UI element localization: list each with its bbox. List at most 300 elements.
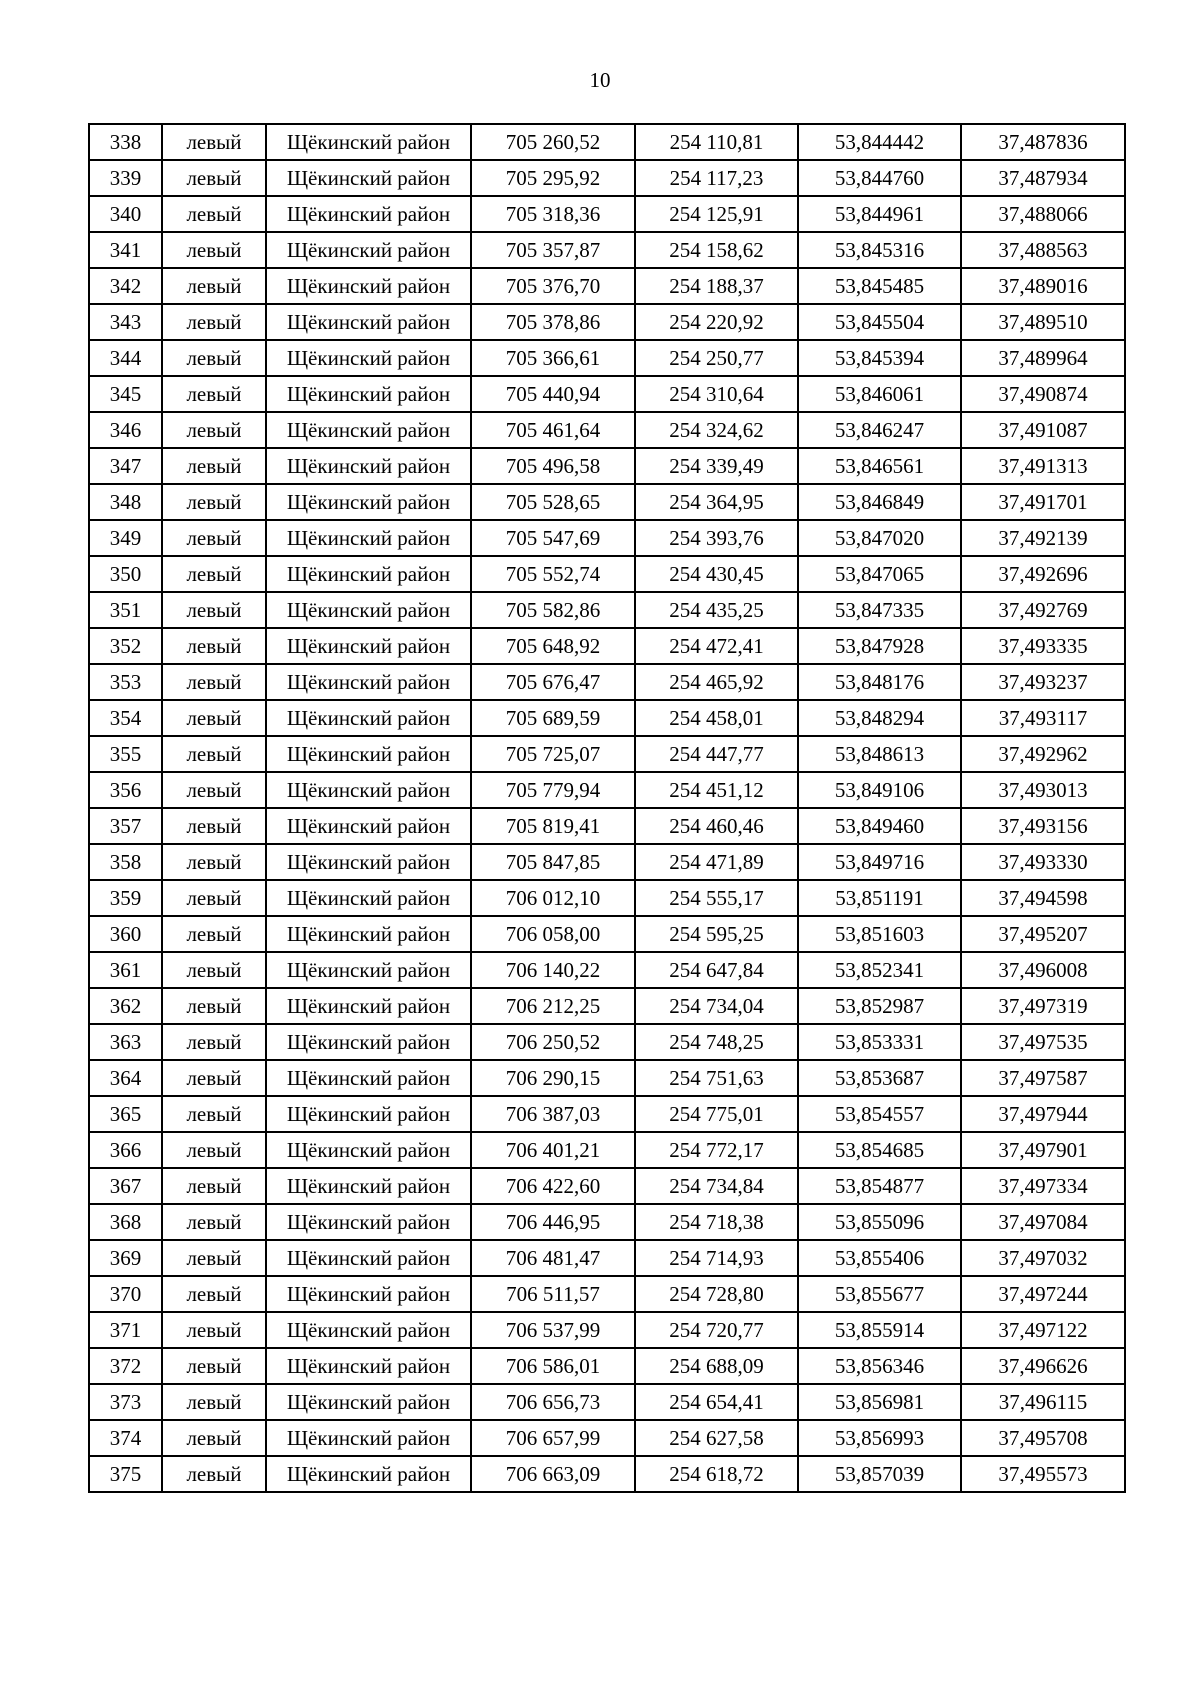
- longitude-cell: 37,497535: [961, 1024, 1125, 1060]
- longitude-cell: 37,495708: [961, 1420, 1125, 1456]
- latitude-cell: 53,845504: [798, 304, 961, 340]
- latitude-cell: 53,845485: [798, 268, 961, 304]
- bank-side-cell: левый: [162, 952, 266, 988]
- point-number-cell: 369: [89, 1240, 162, 1276]
- table-row: [89, 232, 1125, 268]
- district-cell: Щёкинский район: [266, 844, 471, 880]
- table-row: [89, 1456, 1125, 1492]
- coordinate-y-cell: 254 472,41: [635, 628, 798, 664]
- longitude-cell: 37,489016: [961, 268, 1125, 304]
- coordinate-y-cell: 254 250,77: [635, 340, 798, 376]
- longitude-cell: 37,493335: [961, 628, 1125, 664]
- table-row: [89, 1384, 1125, 1420]
- coordinate-x-cell: 706 481,47: [471, 1240, 635, 1276]
- latitude-cell: 53,849460: [798, 808, 961, 844]
- latitude-cell: 53,855096: [798, 1204, 961, 1240]
- table-row: [89, 844, 1125, 880]
- table-row: [89, 268, 1125, 304]
- coordinate-y-cell: 254 110,81: [635, 124, 798, 160]
- table-row: [89, 1312, 1125, 1348]
- bank-side-cell: левый: [162, 268, 266, 304]
- bank-side-cell: левый: [162, 1348, 266, 1384]
- district-cell: Щёкинский район: [266, 700, 471, 736]
- coordinate-x-cell: 706 058,00: [471, 916, 635, 952]
- coordinate-y-cell: 254 471,89: [635, 844, 798, 880]
- coordinate-y-cell: 254 339,49: [635, 448, 798, 484]
- point-number-cell: 359: [89, 880, 162, 916]
- district-cell: Щёкинский район: [266, 1312, 471, 1348]
- coordinate-x-cell: 705 318,36: [471, 196, 635, 232]
- latitude-cell: 53,846561: [798, 448, 961, 484]
- table-row: [89, 808, 1125, 844]
- coordinate-y-cell: 254 458,01: [635, 700, 798, 736]
- longitude-cell: 37,494598: [961, 880, 1125, 916]
- coordinate-y-cell: 254 310,64: [635, 376, 798, 412]
- coordinate-y-cell: 254 688,09: [635, 1348, 798, 1384]
- bank-side-cell: левый: [162, 448, 266, 484]
- table-row: [89, 1348, 1125, 1384]
- latitude-cell: 53,852987: [798, 988, 961, 1024]
- point-number-cell: 343: [89, 304, 162, 340]
- table-row: [89, 520, 1125, 556]
- bank-side-cell: левый: [162, 1132, 266, 1168]
- point-number-cell: 339: [89, 160, 162, 196]
- district-cell: Щёкинский район: [266, 1204, 471, 1240]
- district-cell: Щёкинский район: [266, 520, 471, 556]
- district-cell: Щёкинский район: [266, 1060, 471, 1096]
- coordinate-y-cell: 254 627,58: [635, 1420, 798, 1456]
- latitude-cell: 53,853687: [798, 1060, 961, 1096]
- longitude-cell: 37,492962: [961, 736, 1125, 772]
- longitude-cell: 37,487934: [961, 160, 1125, 196]
- coordinate-x-cell: 705 376,70: [471, 268, 635, 304]
- bank-side-cell: левый: [162, 1168, 266, 1204]
- district-cell: Щёкинский район: [266, 736, 471, 772]
- district-cell: Щёкинский район: [266, 1096, 471, 1132]
- point-number-cell: 348: [89, 484, 162, 520]
- coordinate-y-cell: 254 775,01: [635, 1096, 798, 1132]
- point-number-cell: 358: [89, 844, 162, 880]
- table-row: [89, 412, 1125, 448]
- point-number-cell: 367: [89, 1168, 162, 1204]
- district-cell: Щёкинский район: [266, 340, 471, 376]
- latitude-cell: 53,846849: [798, 484, 961, 520]
- coordinate-x-cell: 705 528,65: [471, 484, 635, 520]
- table-row: [89, 304, 1125, 340]
- latitude-cell: 53,844760: [798, 160, 961, 196]
- longitude-cell: 37,497084: [961, 1204, 1125, 1240]
- coordinate-y-cell: 254 714,93: [635, 1240, 798, 1276]
- table-row: [89, 880, 1125, 916]
- district-cell: Щёкинский район: [266, 124, 471, 160]
- coordinate-x-cell: 706 212,25: [471, 988, 635, 1024]
- latitude-cell: 53,849106: [798, 772, 961, 808]
- point-number-cell: 368: [89, 1204, 162, 1240]
- district-cell: Щёкинский район: [266, 1168, 471, 1204]
- coordinate-y-cell: 254 364,95: [635, 484, 798, 520]
- bank-side-cell: левый: [162, 664, 266, 700]
- latitude-cell: 53,847065: [798, 556, 961, 592]
- bank-side-cell: левый: [162, 1024, 266, 1060]
- coordinate-y-cell: 254 158,62: [635, 232, 798, 268]
- point-number-cell: 351: [89, 592, 162, 628]
- district-cell: Щёкинский район: [266, 1420, 471, 1456]
- coordinate-x-cell: 705 676,47: [471, 664, 635, 700]
- coordinate-x-cell: 705 648,92: [471, 628, 635, 664]
- table-row: [89, 628, 1125, 664]
- point-number-cell: 344: [89, 340, 162, 376]
- table-row: [89, 1276, 1125, 1312]
- bank-side-cell: левый: [162, 700, 266, 736]
- longitude-cell: 37,490874: [961, 376, 1125, 412]
- district-cell: Щёкинский район: [266, 556, 471, 592]
- coordinate-y-cell: 254 117,23: [635, 160, 798, 196]
- bank-side-cell: левый: [162, 340, 266, 376]
- coordinate-y-cell: 254 654,41: [635, 1384, 798, 1420]
- coordinate-x-cell: 706 446,95: [471, 1204, 635, 1240]
- latitude-cell: 53,844961: [798, 196, 961, 232]
- latitude-cell: 53,855677: [798, 1276, 961, 1312]
- table-row: [89, 124, 1125, 160]
- coordinate-x-cell: 705 689,59: [471, 700, 635, 736]
- table-row: [89, 988, 1125, 1024]
- coordinate-x-cell: 706 657,99: [471, 1420, 635, 1456]
- bank-side-cell: левый: [162, 484, 266, 520]
- latitude-cell: 53,854685: [798, 1132, 961, 1168]
- latitude-cell: 53,854877: [798, 1168, 961, 1204]
- district-cell: Щёкинский район: [266, 412, 471, 448]
- longitude-cell: 37,488563: [961, 232, 1125, 268]
- district-cell: Щёкинский район: [266, 376, 471, 412]
- latitude-cell: 53,845316: [798, 232, 961, 268]
- district-cell: Щёкинский район: [266, 1132, 471, 1168]
- longitude-cell: 37,497944: [961, 1096, 1125, 1132]
- longitude-cell: 37,497122: [961, 1312, 1125, 1348]
- latitude-cell: 53,847020: [798, 520, 961, 556]
- table-row: [89, 556, 1125, 592]
- district-cell: Щёкинский район: [266, 448, 471, 484]
- bank-side-cell: левый: [162, 1240, 266, 1276]
- bank-side-cell: левый: [162, 412, 266, 448]
- table-row: [89, 1204, 1125, 1240]
- bank-side-cell: левый: [162, 844, 266, 880]
- bank-side-cell: левый: [162, 880, 266, 916]
- coordinate-y-cell: 254 618,72: [635, 1456, 798, 1492]
- latitude-cell: 53,854557: [798, 1096, 961, 1132]
- bank-side-cell: левый: [162, 160, 266, 196]
- coordinate-x-cell: 705 779,94: [471, 772, 635, 808]
- table-row: [89, 772, 1125, 808]
- bank-side-cell: левый: [162, 376, 266, 412]
- bank-side-cell: левый: [162, 916, 266, 952]
- point-number-cell: 370: [89, 1276, 162, 1312]
- table-row: [89, 196, 1125, 232]
- table-row: [89, 376, 1125, 412]
- coordinate-y-cell: 254 728,80: [635, 1276, 798, 1312]
- latitude-cell: 53,852341: [798, 952, 961, 988]
- point-number-cell: 372: [89, 1348, 162, 1384]
- bank-side-cell: левый: [162, 988, 266, 1024]
- longitude-cell: 37,496008: [961, 952, 1125, 988]
- coordinate-y-cell: 254 451,12: [635, 772, 798, 808]
- point-number-cell: 366: [89, 1132, 162, 1168]
- bank-side-cell: левый: [162, 772, 266, 808]
- point-number-cell: 375: [89, 1456, 162, 1492]
- longitude-cell: 37,497319: [961, 988, 1125, 1024]
- longitude-cell: 37,491701: [961, 484, 1125, 520]
- latitude-cell: 53,845394: [798, 340, 961, 376]
- coordinate-x-cell: 705 357,87: [471, 232, 635, 268]
- point-number-cell: 373: [89, 1384, 162, 1420]
- table-row: [89, 1132, 1125, 1168]
- point-number-cell: 355: [89, 736, 162, 772]
- district-cell: Щёкинский район: [266, 304, 471, 340]
- page-number: 10: [589, 68, 611, 92]
- point-number-cell: 374: [89, 1420, 162, 1456]
- bank-side-cell: левый: [162, 628, 266, 664]
- coordinate-x-cell: 705 366,61: [471, 340, 635, 376]
- longitude-cell: 37,497032: [961, 1240, 1125, 1276]
- point-number-cell: 353: [89, 664, 162, 700]
- coordinate-y-cell: 254 647,84: [635, 952, 798, 988]
- longitude-cell: 37,493117: [961, 700, 1125, 736]
- point-number-cell: 371: [89, 1312, 162, 1348]
- coordinate-y-cell: 254 595,25: [635, 916, 798, 952]
- longitude-cell: 37,489964: [961, 340, 1125, 376]
- district-cell: Щёкинский район: [266, 1240, 471, 1276]
- coordinates-table: [88, 123, 1126, 1493]
- point-number-cell: 356: [89, 772, 162, 808]
- bank-side-cell: левый: [162, 556, 266, 592]
- point-number-cell: 363: [89, 1024, 162, 1060]
- point-number-cell: 361: [89, 952, 162, 988]
- latitude-cell: 53,846247: [798, 412, 961, 448]
- table-row: [89, 340, 1125, 376]
- longitude-cell: 37,489510: [961, 304, 1125, 340]
- table-row: [89, 1096, 1125, 1132]
- longitude-cell: 37,497244: [961, 1276, 1125, 1312]
- table-row: [89, 484, 1125, 520]
- table-row: [89, 1420, 1125, 1456]
- bank-side-cell: левый: [162, 124, 266, 160]
- point-number-cell: 347: [89, 448, 162, 484]
- bank-side-cell: левый: [162, 1060, 266, 1096]
- coordinate-x-cell: 705 260,52: [471, 124, 635, 160]
- district-cell: Щёкинский район: [266, 772, 471, 808]
- longitude-cell: 37,493156: [961, 808, 1125, 844]
- latitude-cell: 53,857039: [798, 1456, 961, 1492]
- latitude-cell: 53,855914: [798, 1312, 961, 1348]
- coordinate-y-cell: 254 720,77: [635, 1312, 798, 1348]
- bank-side-cell: левый: [162, 520, 266, 556]
- table-row: [89, 952, 1125, 988]
- coordinate-x-cell: 706 387,03: [471, 1096, 635, 1132]
- coordinate-y-cell: 254 465,92: [635, 664, 798, 700]
- coordinate-x-cell: 706 537,99: [471, 1312, 635, 1348]
- district-cell: Щёкинский район: [266, 952, 471, 988]
- coordinate-x-cell: 705 819,41: [471, 808, 635, 844]
- coordinate-y-cell: 254 220,92: [635, 304, 798, 340]
- table-row: [89, 1024, 1125, 1060]
- table-row: [89, 592, 1125, 628]
- longitude-cell: 37,496626: [961, 1348, 1125, 1384]
- coordinate-x-cell: 705 440,94: [471, 376, 635, 412]
- district-cell: Щёкинский район: [266, 1276, 471, 1312]
- coordinate-x-cell: 706 511,57: [471, 1276, 635, 1312]
- longitude-cell: 37,497901: [961, 1132, 1125, 1168]
- longitude-cell: 37,492139: [961, 520, 1125, 556]
- table-row: [89, 736, 1125, 772]
- point-number-cell: 364: [89, 1060, 162, 1096]
- coordinate-y-cell: 254 447,77: [635, 736, 798, 772]
- coordinate-x-cell: 706 663,09: [471, 1456, 635, 1492]
- longitude-cell: 37,492696: [961, 556, 1125, 592]
- latitude-cell: 53,846061: [798, 376, 961, 412]
- bank-side-cell: левый: [162, 1384, 266, 1420]
- coordinate-y-cell: 254 734,84: [635, 1168, 798, 1204]
- point-number-cell: 346: [89, 412, 162, 448]
- point-number-cell: 362: [89, 988, 162, 1024]
- longitude-cell: 37,493237: [961, 664, 1125, 700]
- point-number-cell: 360: [89, 916, 162, 952]
- longitude-cell: 37,495207: [961, 916, 1125, 952]
- bank-side-cell: левый: [162, 1456, 266, 1492]
- bank-side-cell: левый: [162, 1096, 266, 1132]
- bank-side-cell: левый: [162, 304, 266, 340]
- district-cell: Щёкинский район: [266, 1024, 471, 1060]
- longitude-cell: 37,493013: [961, 772, 1125, 808]
- longitude-cell: 37,495573: [961, 1456, 1125, 1492]
- latitude-cell: 53,847335: [798, 592, 961, 628]
- latitude-cell: 53,851603: [798, 916, 961, 952]
- longitude-cell: 37,493330: [961, 844, 1125, 880]
- latitude-cell: 53,856981: [798, 1384, 961, 1420]
- bank-side-cell: левый: [162, 1204, 266, 1240]
- coordinate-y-cell: 254 430,45: [635, 556, 798, 592]
- latitude-cell: 53,844442: [798, 124, 961, 160]
- coordinate-x-cell: 705 547,69: [471, 520, 635, 556]
- district-cell: Щёкинский район: [266, 664, 471, 700]
- coordinate-x-cell: 705 461,64: [471, 412, 635, 448]
- coordinate-x-cell: 706 250,52: [471, 1024, 635, 1060]
- coordinate-y-cell: 254 718,38: [635, 1204, 798, 1240]
- coordinate-y-cell: 254 772,17: [635, 1132, 798, 1168]
- district-cell: Щёкинский район: [266, 1456, 471, 1492]
- district-cell: Щёкинский район: [266, 628, 471, 664]
- point-number-cell: 352: [89, 628, 162, 664]
- coordinate-y-cell: 254 188,37: [635, 268, 798, 304]
- bank-side-cell: левый: [162, 1276, 266, 1312]
- point-number-cell: 354: [89, 700, 162, 736]
- bank-side-cell: левый: [162, 1312, 266, 1348]
- latitude-cell: 53,856346: [798, 1348, 961, 1384]
- bank-side-cell: левый: [162, 1420, 266, 1456]
- coordinate-x-cell: 706 012,10: [471, 880, 635, 916]
- coordinates-table-body: [89, 124, 1125, 1492]
- point-number-cell: 342: [89, 268, 162, 304]
- district-cell: Щёкинский район: [266, 268, 471, 304]
- longitude-cell: 37,496115: [961, 1384, 1125, 1420]
- bank-side-cell: левый: [162, 196, 266, 232]
- latitude-cell: 53,851191: [798, 880, 961, 916]
- table-row: [89, 448, 1125, 484]
- table-row: [89, 1240, 1125, 1276]
- bank-side-cell: левый: [162, 808, 266, 844]
- district-cell: Щёкинский район: [266, 916, 471, 952]
- coordinate-x-cell: 705 295,92: [471, 160, 635, 196]
- latitude-cell: 53,848176: [798, 664, 961, 700]
- bank-side-cell: левый: [162, 592, 266, 628]
- longitude-cell: 37,497587: [961, 1060, 1125, 1096]
- coordinate-x-cell: 705 496,58: [471, 448, 635, 484]
- point-number-cell: 341: [89, 232, 162, 268]
- district-cell: Щёкинский район: [266, 232, 471, 268]
- coordinate-x-cell: 705 378,86: [471, 304, 635, 340]
- coordinate-y-cell: 254 435,25: [635, 592, 798, 628]
- coordinate-y-cell: 254 324,62: [635, 412, 798, 448]
- coordinate-y-cell: 254 393,76: [635, 520, 798, 556]
- latitude-cell: 53,856993: [798, 1420, 961, 1456]
- point-number-cell: 349: [89, 520, 162, 556]
- latitude-cell: 53,847928: [798, 628, 961, 664]
- point-number-cell: 345: [89, 376, 162, 412]
- longitude-cell: 37,497334: [961, 1168, 1125, 1204]
- district-cell: Щёкинский район: [266, 1348, 471, 1384]
- district-cell: Щёкинский район: [266, 880, 471, 916]
- longitude-cell: 37,492769: [961, 592, 1125, 628]
- coordinate-y-cell: 254 125,91: [635, 196, 798, 232]
- coordinate-x-cell: 706 290,15: [471, 1060, 635, 1096]
- district-cell: Щёкинский район: [266, 484, 471, 520]
- coordinate-x-cell: 706 656,73: [471, 1384, 635, 1420]
- coordinate-x-cell: 706 140,22: [471, 952, 635, 988]
- latitude-cell: 53,849716: [798, 844, 961, 880]
- coordinate-x-cell: 705 552,74: [471, 556, 635, 592]
- longitude-cell: 37,491087: [961, 412, 1125, 448]
- table-row: [89, 700, 1125, 736]
- point-number-cell: 350: [89, 556, 162, 592]
- district-cell: Щёкинский район: [266, 808, 471, 844]
- table-row: [89, 160, 1125, 196]
- district-cell: Щёкинский район: [266, 1384, 471, 1420]
- latitude-cell: 53,855406: [798, 1240, 961, 1276]
- coordinate-x-cell: 706 401,21: [471, 1132, 635, 1168]
- coordinate-y-cell: 254 748,25: [635, 1024, 798, 1060]
- latitude-cell: 53,848613: [798, 736, 961, 772]
- latitude-cell: 53,848294: [798, 700, 961, 736]
- table-row: [89, 1060, 1125, 1096]
- bank-side-cell: левый: [162, 232, 266, 268]
- coordinate-y-cell: 254 734,04: [635, 988, 798, 1024]
- coordinate-y-cell: 254 555,17: [635, 880, 798, 916]
- point-number-cell: 365: [89, 1096, 162, 1132]
- point-number-cell: 340: [89, 196, 162, 232]
- coordinate-x-cell: 706 422,60: [471, 1168, 635, 1204]
- district-cell: Щёкинский район: [266, 160, 471, 196]
- coordinate-x-cell: 705 725,07: [471, 736, 635, 772]
- district-cell: Щёкинский район: [266, 592, 471, 628]
- point-number-cell: 357: [89, 808, 162, 844]
- latitude-cell: 53,853331: [798, 1024, 961, 1060]
- longitude-cell: 37,488066: [961, 196, 1125, 232]
- coordinate-x-cell: 705 847,85: [471, 844, 635, 880]
- point-number-cell: 338: [89, 124, 162, 160]
- coordinate-y-cell: 254 460,46: [635, 808, 798, 844]
- table-row: [89, 1168, 1125, 1204]
- longitude-cell: 37,491313: [961, 448, 1125, 484]
- table-row: [89, 664, 1125, 700]
- longitude-cell: 37,487836: [961, 124, 1125, 160]
